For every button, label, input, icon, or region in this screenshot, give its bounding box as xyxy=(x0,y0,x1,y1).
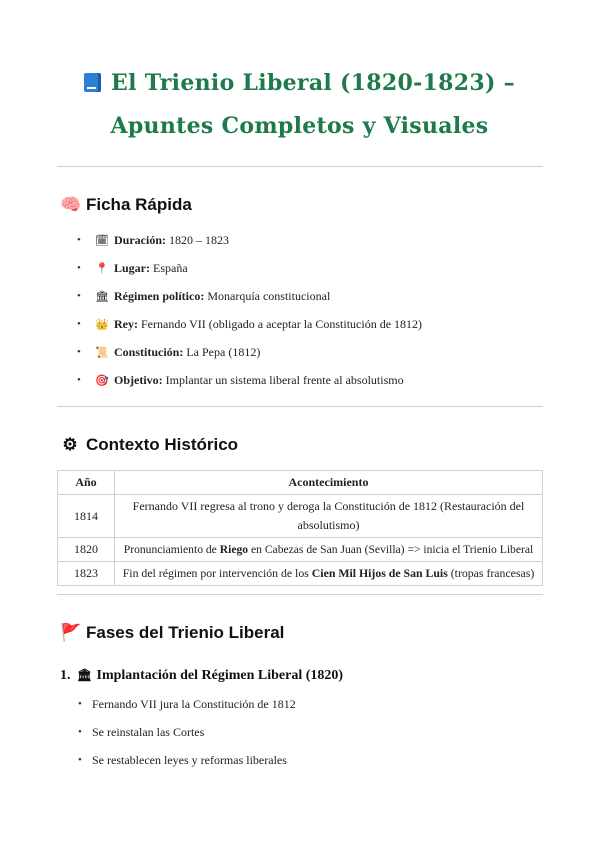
event-cell: Pronunciamiento de Riego en Cabezas de San Juan (Sevilla) => inicia el Trienio Liberal xyxy=(115,538,543,562)
page-title-line-1: El Trienio Liberal (1820-1823) – xyxy=(0,70,599,96)
context-table xyxy=(57,470,543,586)
calendar-icon: 🗓 xyxy=(95,235,109,247)
page-title-line-2: Apuntes Completos y Visuales xyxy=(110,113,489,139)
year-cell: 1820 xyxy=(58,538,115,562)
section-heading-contexto: ⚙ Contexto Histórico xyxy=(60,434,238,456)
event-cell: Fernando VII regresa al trono y deroga la Constitución de 1812 (Restauración del absolutismo) xyxy=(115,495,543,538)
column-header-year: Año xyxy=(58,471,115,495)
column-header-event: Acontecimiento xyxy=(115,471,543,495)
classical-building-icon: 🏛 xyxy=(76,668,93,682)
event-cell: Fin del régimen por intervención de los Cien Mil Hijos de San Luis (tropas francesas) xyxy=(115,562,543,586)
year-cell: 1814 xyxy=(58,495,115,538)
divider xyxy=(57,594,543,595)
gear-icon: ⚙ xyxy=(62,435,78,454)
list-item: • 🏛 Régimen político: Monarquía constitucional xyxy=(0,287,422,315)
scroll-icon: 📜 xyxy=(95,347,109,359)
list-item: • 👑 Rey: Fernando VII (obligado a aceptar la Constitución de 1812) xyxy=(0,315,422,343)
table-row xyxy=(58,562,543,586)
section-heading-fases: 🚩 Fases del Trienio Liberal xyxy=(60,623,285,642)
table-row xyxy=(58,538,543,562)
list-item: • Fernando VII jura la Constitución de 1812 xyxy=(0,695,296,723)
phase-1-list xyxy=(0,695,296,779)
list-item: • 📍 Lugar: España xyxy=(0,259,422,287)
pin-icon: 📍 xyxy=(95,263,109,275)
section-heading-ficha: 🧠 Ficha Rápida xyxy=(60,195,192,214)
list-item: • Se restablecen leyes y reformas liberales xyxy=(0,751,296,779)
flag-icon: 🚩 xyxy=(60,623,82,642)
year-cell: 1823 xyxy=(58,562,115,586)
book-icon xyxy=(84,70,101,96)
brain-icon: 🧠 xyxy=(60,195,82,214)
list-item: • Se reinstalan las Cortes xyxy=(0,723,296,751)
divider xyxy=(57,166,543,167)
table-row xyxy=(58,495,543,538)
list-item: • 🗓 Duración: 1820 – 1823 xyxy=(0,231,422,259)
divider xyxy=(57,406,543,407)
list-item: • 🎯 Objetivo: Implantar un sistema liberal frente al absolutismo xyxy=(0,371,422,399)
classical-building-icon: 🏛 xyxy=(95,291,109,303)
ficha-list xyxy=(0,231,422,399)
table-header-row xyxy=(58,471,543,495)
list-item: • 📜 Constitución: La Pepa (1812) xyxy=(0,343,422,371)
crown-icon: 👑 xyxy=(95,319,109,331)
target-icon: 🎯 xyxy=(95,375,109,387)
phase-heading: 1. 🏛 Implantación del Régimen Liberal (1820) xyxy=(60,665,343,685)
